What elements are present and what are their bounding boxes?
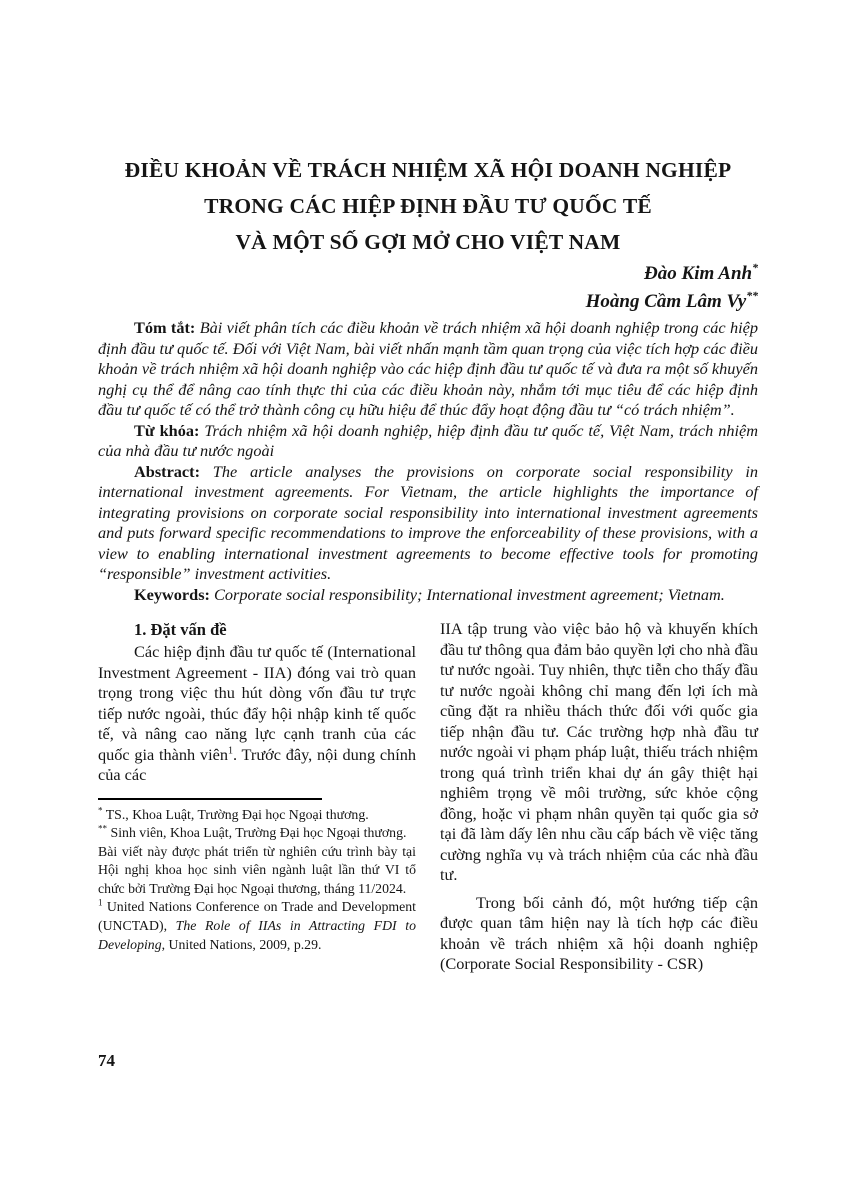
right-column-paragraph-1: IIA tập trung vào việc bảo hộ và khuyến khích đầu tư thông qua đảm bảo quyền lợi cho nhà đầu tư nước ngoài. Tuy nhiên, thực tiễn cho thấy đầu tư nước ngoài không chỉ mang đến lợi ích mà cũng đặt ra nhiều thách thức đối với quốc gia tiếp nhận đầu tư. Các trường hợp nhà đầu tư nước ngoài vi phạm pháp luật, thiếu trách nhiệm trong quá trình triển khai dự án gây thiệt hại nghiêm trọng về môi trường, sức khỏe cộng đồng, hoặc vi phạm nhân quyền tại quốc gia sở tại đã làm dấy lên nhu cầu cấp bách về việc tăng cường nghĩa vụ và trách nhiệm của các nhà đầu tư. [440, 619, 758, 884]
title-line-3: VÀ MỘT SỐ GỢI MỞ CHO VIỆT NAM [235, 230, 621, 254]
keywords-en [98, 585, 758, 606]
keywords-vi-label: Từ khóa: [134, 420, 200, 440]
abstract-vi-text: Bài viết phân tích các điều khoản về trách nhiệm xã hội doanh nghiệp trong các hiệp định đầu tư quốc tế. Đối với Việt Nam, bài viết nhấn mạnh tầm quan trọng của việc tích hợp các điều khoản về trách nhiệm xã hội doanh nghiệp vào các hiệp định đầu tư quốc tế và đưa ra một số khuyến nghị cụ thể để nâng cao tính thực thi của các điều khoản này, nhắm tới mục tiêu để các hiệp định đầu tư quốc tế có thể trở thành công cụ hữu hiệu để thúc đẩy hoạt động đầu tư “có trách nhiệm”. [98, 318, 758, 419]
keywords-en-label: Keywords: [134, 584, 210, 604]
section-1-heading: 1. Đặt vấn đề [134, 620, 227, 639]
left-para-text-tail: . Trước đây, nội dung chính của các [98, 744, 416, 784]
footnote-star-text: TS., Khoa Luật, Trường Đại học Ngoại thương. [105, 806, 369, 822]
footnote-1-text: United Nations Conference on Trade and Development (UNCTAD), [98, 899, 416, 934]
footnote-1 [98, 898, 416, 954]
footnote-double-star [98, 824, 416, 843]
abstract-en-text: The article analyses the provisions on corporate social responsibility in international investment agreements. For Vietnam, the article highlights the importance of integrating provisions on corporate social responsibility into international investment agreements and puts forward specific recommendations to improve the enforceability of these provisions, with a view to enabling international investment agreements to become effective tools for promoting “responsible” investment activities. [98, 461, 758, 583]
footnote-acknowledgement: Bài viết này được phát triển từ nghiên cứu trình bày tại Hội nghị khoa học sinh viên ngành luật lần thứ VI tổ chức bởi Trường Đại học Ngoại thương, tháng 11/2024. [98, 843, 416, 896]
left-column [98, 619, 416, 975]
keywords-vi [98, 421, 758, 462]
keywords-en-text: Corporate social responsibility; International investment agreement; Vietnam. [214, 584, 725, 604]
author-2 [98, 288, 758, 316]
abstract-vi-label: Tóm tắt: [134, 318, 196, 337]
abstract-en [98, 462, 758, 585]
left-column-paragraph [98, 642, 416, 786]
page-content [98, 0, 758, 975]
footnote-block [98, 798, 416, 955]
two-column-body [98, 619, 758, 975]
author-1-marker: * [752, 261, 758, 275]
left-para-text: Các hiệp định đầu tư quốc tế (International Investment Agreement - IIA) đóng vai trò quan trọng trong việc thu hút dòng vốn đầu tư trực tiếp nước ngoài, thúc đẩy hội nhập kinh tế quốc tế, và nâng cao năng lực cạnh tranh của các quốc gia thành viên [98, 642, 416, 764]
footnote-separator-rule [98, 798, 322, 800]
footnote-1-text-tail: , United Nations, 2009, p.29. [161, 936, 322, 952]
author-1-name: Đào Kim Anh [644, 263, 753, 284]
abstract-vi [98, 318, 758, 421]
footnote-double-star-text: Sinh viên, Khoa Luật, Trường Đại học Ngoại thương. [110, 825, 407, 841]
footnote-star [98, 806, 416, 825]
footnote-1-marker: 1 [98, 897, 103, 908]
author-block [98, 260, 758, 316]
author-2-name: Hoàng Cầm Lâm Vy [585, 291, 747, 312]
title-line-1: ĐIỀU KHOẢN VỀ TRÁCH NHIỆM XÃ HỘI DOANH NGHIỆP [124, 158, 732, 182]
paper-title [98, 152, 758, 260]
page-number: 74 [98, 1051, 115, 1070]
keywords-vi-text: Trách nhiệm xã hội doanh nghiệp, hiệp định đầu tư quốc tế, Việt Nam, trách nhiệm của nhà đầu tư nước ngoài [98, 420, 759, 460]
right-column [440, 619, 758, 975]
abstract-en-label: Abstract: [134, 461, 201, 481]
footnote-ref-1: 1 [227, 745, 234, 757]
footnote-star-marker: * [98, 804, 103, 815]
footnote-1-source-title: The Role of IIAs in Attracting FDI to Developing [98, 918, 417, 952]
title-line-2: TRONG CÁC HIỆP ĐỊNH ĐẦU TƯ QUỐC TẾ [204, 194, 652, 218]
author-2-marker: ** [746, 289, 758, 303]
author-1 [98, 260, 758, 288]
right-column-paragraph-2: Trong bối cảnh đó, một hướng tiếp cận được quan tâm hiện nay là tích hợp các điều khoản về trách nhiệm xã hội doanh nghiệp (Corporate Social Responsibility - CSR) [440, 892, 758, 973]
footnote-double-star-marker: ** [98, 823, 108, 834]
